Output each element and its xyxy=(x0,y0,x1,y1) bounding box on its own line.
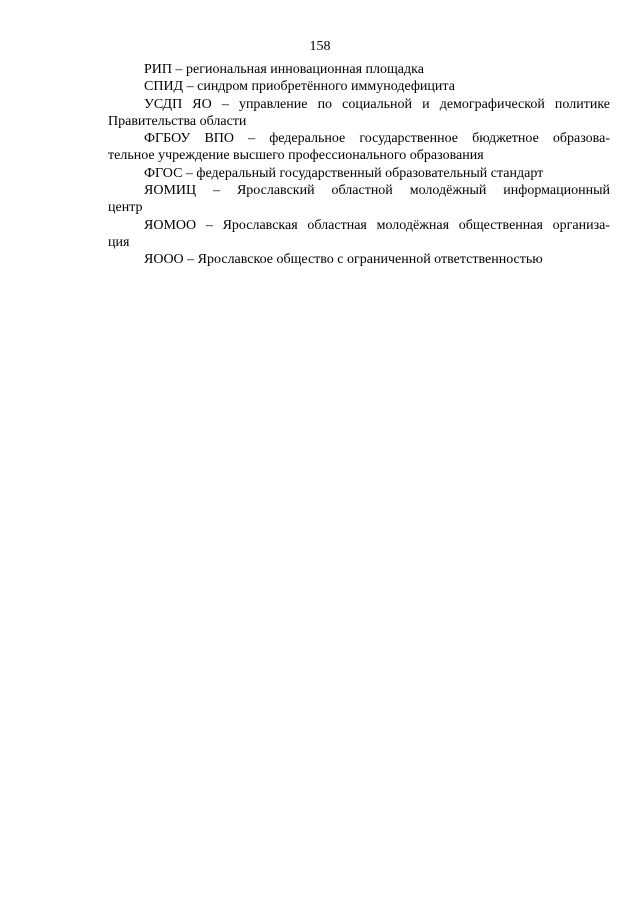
abbreviation-entry-fgbou-vpo xyxy=(108,130,610,165)
entry-text-continuation: Правительства области xyxy=(108,113,247,129)
abbreviation-entry-spid xyxy=(108,78,610,95)
page-number: 158 xyxy=(309,39,331,54)
entry-text: ФГБОУ ВПО – федеральное государственное бюджетное образова- xyxy=(144,131,610,147)
entry-text-continuation: центр xyxy=(108,200,143,216)
entry-text: ЯОМОО – Ярославская областная молодёжная общественная организа- xyxy=(144,217,610,233)
entry-text: СПИД – синдром приобретённого иммунодефицита xyxy=(144,79,455,95)
entry-text: ФГОС – федеральный государственный образовательный стандарт xyxy=(144,165,544,181)
abbreviation-entry-yaomoo xyxy=(108,217,610,252)
entry-text: УСДП ЯО – управление по социальной и демографической политике xyxy=(144,96,610,112)
entry-text: ЯОМИЦ – Ярославский областной молодёжный информационный xyxy=(144,183,610,199)
abbreviation-entry-yaooo xyxy=(108,251,610,268)
abbreviation-entry-usdp-yao xyxy=(108,96,610,131)
entry-text: ЯООО – Ярославское общество с ограниченной ответственностью xyxy=(144,252,543,268)
abbreviation-entry-rip xyxy=(108,61,610,78)
entry-text-continuation: тельное учреждение высшего профессионального образования xyxy=(108,148,484,164)
abbreviation-entry-fgos xyxy=(108,165,610,182)
entry-text-continuation: ция xyxy=(108,234,130,250)
abbreviation-entry-yaomic xyxy=(108,182,610,217)
entry-text: РИП – региональная инновационная площадка xyxy=(144,62,424,77)
abbreviation-list xyxy=(108,61,610,269)
